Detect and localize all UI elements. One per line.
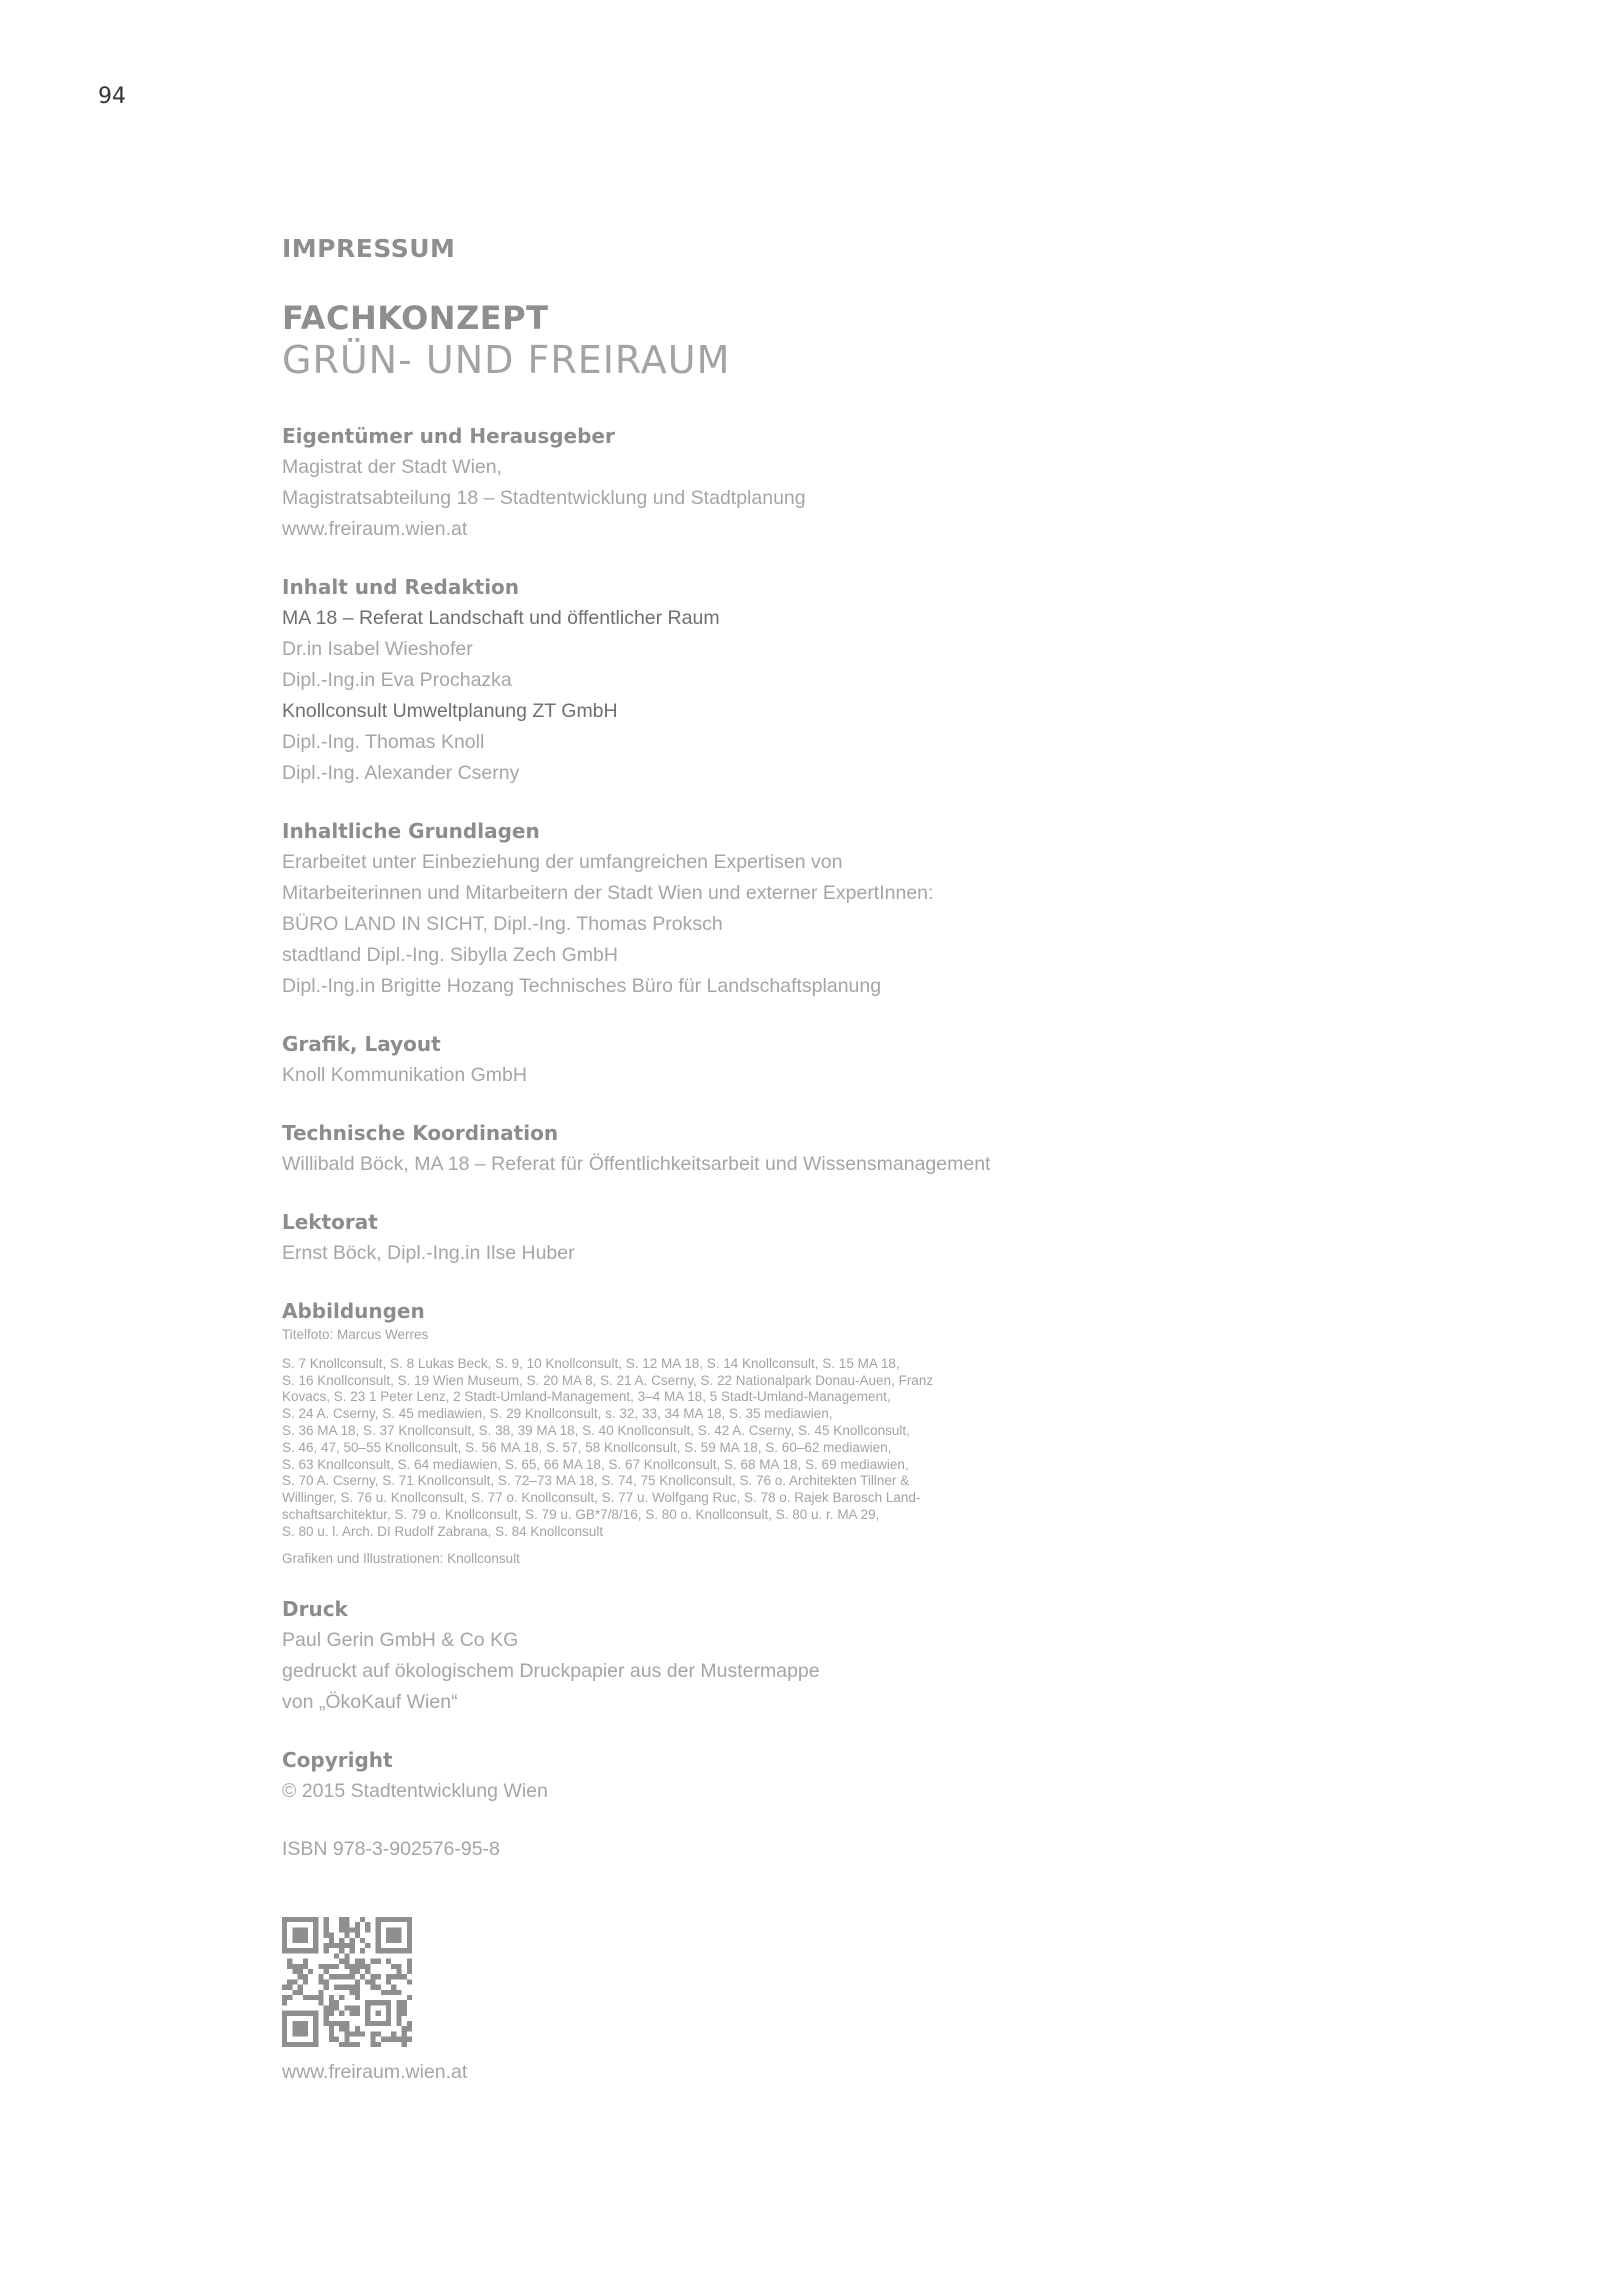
editorial-person: Dipl.-Ing.in Eva Prochazka (282, 669, 512, 691)
image-credit-line: S. 16 Knollconsult, S. 19 Wien Museum, S. 20 MA 8, S. 21 A. Cserny, S. 22 Nationalpark Donau-Auen, Franz (282, 1372, 934, 1388)
qr-code-icon[interactable] (282, 1917, 412, 2047)
basis-line: Mitarbeiterinnen und Mitarbeitern der Stadt Wien und externer ExpertInnen: (282, 882, 934, 904)
section-heading: Druck (282, 1597, 348, 1622)
section-print (282, 1594, 1042, 1718)
owner-website-link[interactable]: www.freiraum.wien.at (282, 518, 468, 540)
editorial-person: Dr.in Isabel Wieshofer (282, 638, 473, 660)
image-credit-line: S. 63 Knollconsult, S. 64 mediawien, S. 65, 66 MA 18, S. 67 Knollconsult, S. 68 MA 18, S. 69 mediawien, (282, 1456, 909, 1472)
section-heading: Grafik, Layout (282, 1032, 441, 1056)
section-heading: Inhaltliche Grundlagen (282, 819, 540, 843)
editorial-org: Knollconsult Umweltplanung ZT GmbH (282, 700, 618, 722)
section-graphics (282, 1029, 1042, 1091)
impressum-content (282, 228, 1042, 2088)
image-credit-line: S. 70 A. Cserny, S. 71 Knollconsult, S. 72–73 MA 18, S. 74, 75 Knollconsult, S. 76 o. Architekten Tillner & (282, 1473, 910, 1489)
image-credit-line: S. 7 Knollconsult, S. 8 Lukas Beck, S. 9, 10 Knollconsult, S. 12 MA 18, S. 14 Knollconsult, S. 15 MA 18, (282, 1355, 900, 1371)
print-line: gedruckt auf ökologischem Druckpapier aus der Mustermappe (282, 1660, 820, 1683)
section-basis (282, 816, 1042, 1002)
image-credit-line: S. 36 MA 18, S. 37 Knollconsult, S. 38, 39 MA 18, S. 40 Knollconsult, S. 42 A. Cserny, S. 45 Knollconsult, (282, 1422, 910, 1438)
section-proofreading (282, 1207, 1042, 1269)
print-line: von „ÖkoKauf Wien“ (282, 1691, 458, 1714)
graphics-line: Knoll Kommunikation GmbH (282, 1064, 527, 1086)
illustrations-credit: Grafiken und Illustrationen: Knollconsult (282, 1550, 520, 1566)
section-editorial (282, 572, 1042, 789)
image-credit-line: Willinger, S. 76 u. Knollconsult, S. 77 o. Knollconsult, S. 77 u. Wolfgang Ruc, S. 78 o. Rajek Barosch Land- (282, 1490, 921, 1506)
isbn: ISBN 978-3-902576-95-8 (282, 1838, 500, 1861)
image-credit-line: S. 80 u. l. Arch. DI Rudolf Zabrana, S. 84 Knollconsult (282, 1523, 604, 1539)
editorial-person: Dipl.-Ing. Thomas Knoll (282, 731, 485, 753)
title-line-2: GRÜN- UND FREIRAUM (282, 338, 731, 382)
basis-line: Dipl.-Ing.in Brigitte Hozang Technisches Büro für Landschaftsplanung (282, 975, 882, 997)
cover-photo-credit: Titelfoto: Marcus Werres (282, 1327, 429, 1342)
section-heading: Eigentümer und Herausgeber (282, 424, 615, 448)
image-credit-line: S. 24 A. Cserny, S. 45 mediawien, S. 29 Knollconsult, s. 32, 33, 34 MA 18, S. 35 mediawien, (282, 1406, 833, 1422)
copyright-line: © 2015 Stadtentwicklung Wien (282, 1780, 548, 1803)
coordination-line: Willibald Böck, MA 18 – Referat für Öffentlichkeitsarbeit und Wissensmanagement (282, 1153, 991, 1175)
basis-line: stadtland Dipl.-Ing. Sibylla Zech GmbH (282, 944, 618, 966)
section-copyright (282, 1745, 1042, 1807)
image-credits (282, 1356, 1042, 1541)
section-heading: Lektorat (282, 1210, 378, 1234)
editorial-org: MA 18 – Referat Landschaft und öffentlicher Raum (282, 607, 720, 629)
section-images (282, 1296, 1042, 1567)
image-credit-line: Kovacs, S. 23 1 Peter Lenz, 2 Stadt-Umland-Management, 3–4 MA 18, 5 Stadt-Umland-Management, (282, 1389, 891, 1405)
owner-line: Magistratsabteilung 18 – Stadtentwicklung und Stadtplanung (282, 487, 806, 509)
document-title (282, 298, 1042, 388)
basis-line: BÜRO LAND IN SICHT, Dipl.-Ing. Thomas Proksch (282, 913, 723, 935)
section-owner (282, 421, 1042, 545)
title-line-1: FACHKONZEPT (282, 299, 549, 337)
image-credit-line: S. 46, 47, 50–55 Knollconsult, S. 56 MA 18, S. 57, 58 Knollconsult, S. 59 MA 18, S. 60–62 mediawien, (282, 1439, 892, 1455)
print-line: Paul Gerin GmbH & Co KG (282, 1629, 519, 1652)
proofreading-line: Ernst Böck, Dipl.-Ing.in Ilse Huber (282, 1242, 575, 1264)
basis-line: Erarbeitet unter Einbeziehung der umfangreichen Expertisen von (282, 851, 843, 873)
image-credit-line: schaftsarchitektur, S. 79 o. Knollconsult, S. 79 u. GB*7/8/16, S. 80 o. Knollconsult, S. 80 u. r. MA 29, (282, 1506, 880, 1522)
section-heading: Abbildungen (282, 1299, 425, 1323)
owner-line: Magistrat der Stadt Wien, (282, 456, 503, 478)
section-heading: Copyright (282, 1748, 393, 1773)
page-number: 94 (98, 84, 126, 109)
section-heading: Inhalt und Redaktion (282, 575, 520, 599)
footer-website-link[interactable]: www.freiraum.wien.at (282, 2061, 468, 2084)
editorial-person: Dipl.-Ing. Alexander Cserny (282, 762, 520, 784)
section-coordination (282, 1118, 1042, 1180)
impressum-kicker: IMPRESSUM (282, 234, 456, 263)
section-heading: Technische Koordination (282, 1121, 559, 1145)
section-isbn (282, 1834, 1042, 1865)
